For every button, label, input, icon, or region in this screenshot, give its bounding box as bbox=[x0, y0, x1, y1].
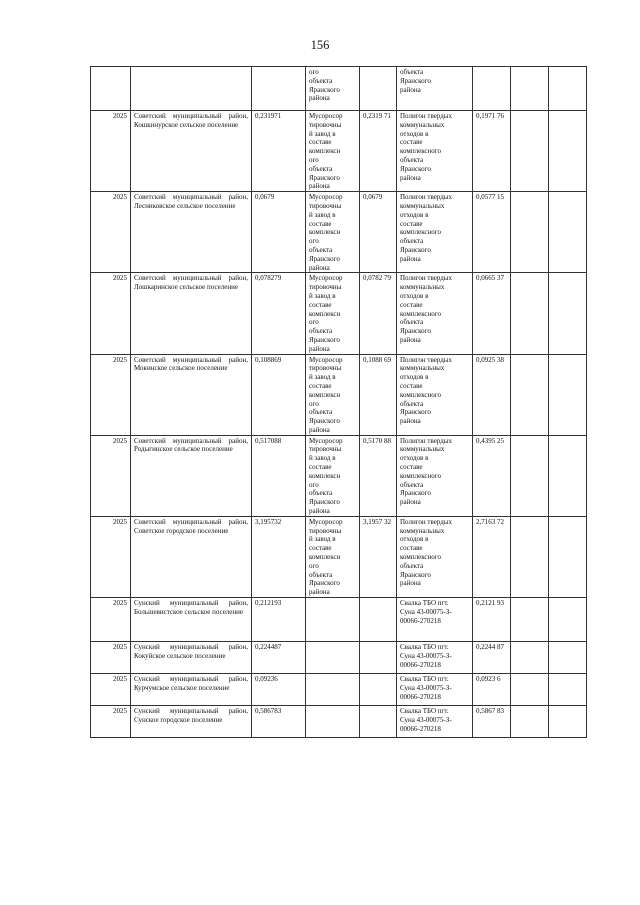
year-cell bbox=[91, 67, 131, 111]
facility-line: объекта bbox=[309, 489, 333, 498]
destination-line: объекта bbox=[400, 480, 424, 489]
facility-line: объекта bbox=[309, 245, 333, 254]
empty-cell bbox=[511, 192, 549, 273]
facility-line: й завод в bbox=[309, 373, 336, 382]
year-cell: 2025 bbox=[91, 598, 131, 642]
facility-line: комплексн bbox=[309, 309, 341, 318]
facility-cell bbox=[306, 674, 360, 706]
destination-cell bbox=[397, 67, 473, 111]
table-row bbox=[91, 516, 587, 597]
destination-line: района bbox=[400, 579, 421, 588]
destination-line: Суна 43-00075-З- bbox=[400, 683, 452, 692]
facility-line: Яранского bbox=[309, 173, 340, 182]
facility-line: й завод в bbox=[309, 129, 336, 138]
facility-line: тировочны bbox=[309, 283, 342, 292]
facility-line: Мусоросор bbox=[309, 517, 343, 526]
destination-line: коммунальных bbox=[400, 283, 445, 292]
facility-line: района bbox=[309, 94, 330, 103]
year-cell: 2025 bbox=[91, 192, 131, 273]
empty-cell bbox=[511, 273, 549, 354]
table-row bbox=[91, 598, 587, 642]
destination-line: Полигон твердых bbox=[400, 112, 452, 120]
facility-line: й завод в bbox=[309, 454, 336, 463]
volume2-cell: 0,0679 bbox=[360, 192, 397, 273]
municipality-cell bbox=[131, 67, 252, 111]
municipality-cell: Советский муниципальный район, Советское городское поселение bbox=[131, 516, 252, 597]
volume-cell: 0,108869 bbox=[252, 354, 306, 435]
facility-line: составе bbox=[309, 381, 332, 390]
volume2-cell: 0,1088 69 bbox=[360, 354, 397, 435]
facility-line: объекта bbox=[309, 76, 333, 85]
destination-line: Яранского bbox=[400, 570, 431, 579]
empty-cell bbox=[549, 111, 587, 192]
empty-cell bbox=[511, 642, 549, 674]
facility-line: Мусоросор bbox=[309, 355, 343, 364]
facility-line: комплексн bbox=[309, 471, 341, 480]
destination-cell bbox=[397, 516, 473, 597]
destination-line: 00066-270218 bbox=[400, 616, 441, 625]
page-number: 156 bbox=[310, 38, 330, 52]
empty-cell bbox=[549, 192, 587, 273]
facility-line: района bbox=[309, 182, 330, 191]
facility-cell bbox=[306, 706, 360, 738]
destination-line: составе bbox=[400, 463, 423, 472]
facility-line: Мусоросор bbox=[309, 274, 343, 283]
empty-cell bbox=[511, 516, 549, 597]
empty-cell bbox=[511, 354, 549, 435]
facility-line: й завод в bbox=[309, 291, 336, 300]
volume2-cell: 3,1957 32 bbox=[360, 516, 397, 597]
destination-line: Полигон твердых bbox=[400, 274, 452, 283]
facility-line: комплексн bbox=[309, 553, 341, 562]
facility-line: тировочны bbox=[309, 120, 342, 129]
destination-line: Свалка ТБО пгт. bbox=[400, 643, 449, 652]
destination-cell bbox=[397, 674, 473, 706]
facility-line: Яранского bbox=[309, 417, 340, 426]
volume-cell: 3,195732 bbox=[252, 516, 306, 597]
destination-line: Суна 43-00075-З- bbox=[400, 607, 452, 616]
year-cell: 2025 bbox=[91, 642, 131, 674]
table-row-continuation bbox=[91, 67, 587, 111]
destination-line: отходов в bbox=[400, 454, 429, 463]
destination-cell bbox=[397, 192, 473, 273]
destination-line: Полигон твердых bbox=[400, 436, 452, 445]
facility-line: объекта bbox=[309, 408, 333, 417]
volume3-cell: 0,5867 83 bbox=[473, 706, 511, 738]
destination-line: района bbox=[400, 254, 421, 263]
empty-cell bbox=[511, 706, 549, 738]
empty-cell bbox=[549, 706, 587, 738]
facility-line: составе bbox=[309, 544, 332, 553]
volume3-cell: 0,0925 38 bbox=[473, 354, 511, 435]
volume3-cell: 0,2121 93 bbox=[473, 598, 511, 642]
municipality-cell: Сунский муниципальный район, Кокуйское сельское поселение bbox=[131, 642, 252, 674]
facility-line: Мусоросор bbox=[309, 112, 343, 120]
empty-cell bbox=[511, 435, 549, 516]
destination-line: отходов в bbox=[400, 373, 429, 382]
facility-line: объекта bbox=[309, 164, 333, 173]
facility-line: ого bbox=[309, 399, 319, 408]
municipality-cell: Сунский муниципальный район, Сунское городское поселение bbox=[131, 706, 252, 738]
destination-line: коммунальных bbox=[400, 526, 445, 535]
destination-line: отходов в bbox=[400, 291, 429, 300]
municipality-cell: Сунский муниципальный район, Большевистское сельское поселение bbox=[131, 598, 252, 642]
volume3-cell: 0,0665 37 bbox=[473, 273, 511, 354]
destination-line: 00066-270218 bbox=[400, 692, 441, 701]
volume2-cell: 0,2319 71 bbox=[360, 111, 397, 192]
destination-line: объекта bbox=[400, 68, 424, 76]
empty-cell bbox=[549, 642, 587, 674]
municipality-cell: Сунский муниципальный район, Курчумское сельское поселение bbox=[131, 674, 252, 706]
facility-line: объекта bbox=[309, 570, 333, 579]
facility-cell bbox=[306, 192, 360, 273]
destination-line: отходов в bbox=[400, 129, 429, 138]
facility-line: комплексн bbox=[309, 147, 341, 156]
volume3-cell: 0,1971 76 bbox=[473, 111, 511, 192]
facility-cell bbox=[306, 111, 360, 192]
destination-line: отходов в bbox=[400, 210, 429, 219]
destination-line: Полигон твердых bbox=[400, 355, 452, 364]
facility-line: составе bbox=[309, 219, 332, 228]
municipality-cell: Советский муниципальный район, Мокинское сельское поселение bbox=[131, 354, 252, 435]
volume-cell: 0,0679 bbox=[252, 192, 306, 273]
destination-line: Свалка ТБО пгт. bbox=[400, 599, 449, 608]
empty-cell bbox=[549, 354, 587, 435]
year-cell: 2025 bbox=[91, 273, 131, 354]
empty-cell bbox=[511, 67, 549, 111]
table-row bbox=[91, 435, 587, 516]
destination-line: объекта bbox=[400, 561, 424, 570]
destination-line: комплексного bbox=[400, 553, 441, 562]
municipality-cell: Советский муниципальный район, Кошкинурское сельское поселение bbox=[131, 111, 252, 192]
destination-cell bbox=[397, 273, 473, 354]
destination-cell bbox=[397, 435, 473, 516]
destination-line: Яранского bbox=[400, 245, 431, 254]
empty-cell bbox=[549, 674, 587, 706]
empty-cell bbox=[549, 516, 587, 597]
facility-line: й завод в bbox=[309, 210, 336, 219]
destination-line: отходов в bbox=[400, 535, 429, 544]
empty-cell bbox=[511, 598, 549, 642]
year-cell: 2025 bbox=[91, 706, 131, 738]
volume-cell bbox=[252, 67, 306, 111]
facility-cell bbox=[306, 67, 360, 111]
facility-line: ого bbox=[309, 480, 319, 489]
volume-cell: 0,212193 bbox=[252, 598, 306, 642]
destination-line: комплексного bbox=[400, 471, 441, 480]
facility-line: Яранского bbox=[309, 335, 340, 344]
destination-cell bbox=[397, 598, 473, 642]
volume2-cell bbox=[360, 67, 397, 111]
facility-line: составе bbox=[309, 138, 332, 147]
table-row bbox=[91, 273, 587, 354]
destination-line: района bbox=[400, 173, 421, 182]
volume3-cell: 0,2244 87 bbox=[473, 642, 511, 674]
table-row bbox=[91, 706, 587, 738]
destination-line: составе bbox=[400, 300, 423, 309]
destination-line: 00066-270218 bbox=[400, 724, 441, 733]
year-cell: 2025 bbox=[91, 111, 131, 192]
destination-line: коммунальных bbox=[400, 120, 445, 129]
volume2-cell bbox=[360, 598, 397, 642]
facility-line: ого bbox=[309, 237, 319, 246]
destination-line: Яранского bbox=[400, 327, 431, 336]
volume2-cell bbox=[360, 706, 397, 738]
empty-cell bbox=[549, 273, 587, 354]
waste-flow-table bbox=[90, 66, 587, 738]
destination-line: Полигон твердых bbox=[400, 193, 452, 202]
table-row bbox=[91, 642, 587, 674]
destination-line: составе bbox=[400, 544, 423, 553]
facility-line: района bbox=[309, 425, 330, 434]
destination-line: района bbox=[400, 498, 421, 507]
facility-line: тировочны bbox=[309, 445, 342, 454]
destination-line: составе bbox=[400, 381, 423, 390]
volume2-cell bbox=[360, 674, 397, 706]
destination-cell bbox=[397, 354, 473, 435]
empty-cell bbox=[549, 67, 587, 111]
facility-cell bbox=[306, 516, 360, 597]
destination-line: объекта bbox=[400, 399, 424, 408]
volume-cell: 0,078279 bbox=[252, 273, 306, 354]
year-cell: 2025 bbox=[91, 435, 131, 516]
facility-line: Мусоросор bbox=[309, 436, 343, 445]
destination-line: объекта bbox=[400, 237, 424, 246]
facility-line: тировочны bbox=[309, 364, 342, 373]
facility-line: района bbox=[309, 588, 330, 597]
facility-line: комплексн bbox=[309, 390, 341, 399]
destination-line: коммунальных bbox=[400, 445, 445, 454]
facility-cell bbox=[306, 642, 360, 674]
destination-line: коммунальных bbox=[400, 201, 445, 210]
destination-line: Свалка ТБО пгт. bbox=[400, 675, 449, 684]
facility-line: й завод в bbox=[309, 535, 336, 544]
year-cell: 2025 bbox=[91, 516, 131, 597]
municipality-cell: Советский муниципальный район, Лошкаринское сельское поселение bbox=[131, 273, 252, 354]
table-row bbox=[91, 674, 587, 706]
facility-line: Яранского bbox=[309, 85, 340, 94]
facility-cell bbox=[306, 273, 360, 354]
facility-cell bbox=[306, 354, 360, 435]
destination-cell bbox=[397, 706, 473, 738]
facility-line: ого bbox=[309, 68, 319, 76]
facility-cell bbox=[306, 435, 360, 516]
destination-line: комплексного bbox=[400, 147, 441, 156]
destination-line: Яранского bbox=[400, 164, 431, 173]
destination-line: Полигон твердых bbox=[400, 517, 452, 526]
volume3-cell: 0,0923 6 bbox=[473, 674, 511, 706]
facility-line: Яранского bbox=[309, 579, 340, 588]
destination-line: Яранского bbox=[400, 408, 431, 417]
destination-line: коммунальных bbox=[400, 364, 445, 373]
destination-line: Яранского bbox=[400, 76, 431, 85]
destination-line: составе bbox=[400, 138, 423, 147]
facility-line: района bbox=[309, 344, 330, 353]
empty-cell bbox=[549, 435, 587, 516]
table-row bbox=[91, 354, 587, 435]
facility-line: ого bbox=[309, 318, 319, 327]
volume-cell: 0,517088 bbox=[252, 435, 306, 516]
facility-line: Мусоросор bbox=[309, 193, 343, 202]
facility-line: составе bbox=[309, 463, 332, 472]
facility-line: объекта bbox=[309, 327, 333, 336]
empty-cell bbox=[549, 598, 587, 642]
volume2-cell: 0,0782 79 bbox=[360, 273, 397, 354]
destination-line: Яранского bbox=[400, 489, 431, 498]
volume2-cell: 0,5170 88 bbox=[360, 435, 397, 516]
volume3-cell: 0,0577 15 bbox=[473, 192, 511, 273]
volume-cell: 0,224487 bbox=[252, 642, 306, 674]
municipality-cell: Советский муниципальный район, Родыгинское сельское поселение bbox=[131, 435, 252, 516]
empty-cell bbox=[511, 111, 549, 192]
destination-line: комплексного bbox=[400, 228, 441, 237]
facility-line: ого bbox=[309, 155, 319, 164]
destination-line: объекта bbox=[400, 318, 424, 327]
facility-line: Яранского bbox=[309, 498, 340, 507]
destination-line: Суна 43-00075-З- bbox=[400, 715, 452, 724]
table-row bbox=[91, 192, 587, 273]
facility-line: района bbox=[309, 507, 330, 516]
destination-cell bbox=[397, 642, 473, 674]
destination-line: района bbox=[400, 417, 421, 426]
table-row bbox=[91, 111, 587, 192]
facility-line: комплексн bbox=[309, 228, 341, 237]
facility-line: тировочны bbox=[309, 526, 342, 535]
facility-line: Яранского bbox=[309, 254, 340, 263]
facility-line: ого bbox=[309, 561, 319, 570]
facility-line: тировочны bbox=[309, 201, 342, 210]
facility-line: района bbox=[309, 263, 330, 272]
destination-cell bbox=[397, 111, 473, 192]
year-cell: 2025 bbox=[91, 354, 131, 435]
empty-cell bbox=[511, 674, 549, 706]
destination-line: 00066-270218 bbox=[400, 660, 441, 669]
destination-line: района bbox=[400, 335, 421, 344]
volume3-cell: 2,7163 72 bbox=[473, 516, 511, 597]
facility-cell bbox=[306, 598, 360, 642]
destination-line: Суна 43-00075-З- bbox=[400, 651, 452, 660]
destination-line: Свалка ТБО пгт. bbox=[400, 707, 449, 716]
year-cell: 2025 bbox=[91, 674, 131, 706]
destination-line: составе bbox=[400, 219, 423, 228]
volume2-cell bbox=[360, 642, 397, 674]
volume-cell: 0,231971 bbox=[252, 111, 306, 192]
volume-cell: 0,586783 bbox=[252, 706, 306, 738]
destination-line: комплексного bbox=[400, 309, 441, 318]
volume3-cell: 0,4395 25 bbox=[473, 435, 511, 516]
destination-line: района bbox=[400, 85, 421, 94]
destination-line: объекта bbox=[400, 155, 424, 164]
volume-cell: 0,09236 bbox=[252, 674, 306, 706]
facility-line: составе bbox=[309, 300, 332, 309]
destination-line: комплексного bbox=[400, 390, 441, 399]
volume3-cell bbox=[473, 67, 511, 111]
municipality-cell: Советский муниципальный район, Лесниковское сельское поселение bbox=[131, 192, 252, 273]
